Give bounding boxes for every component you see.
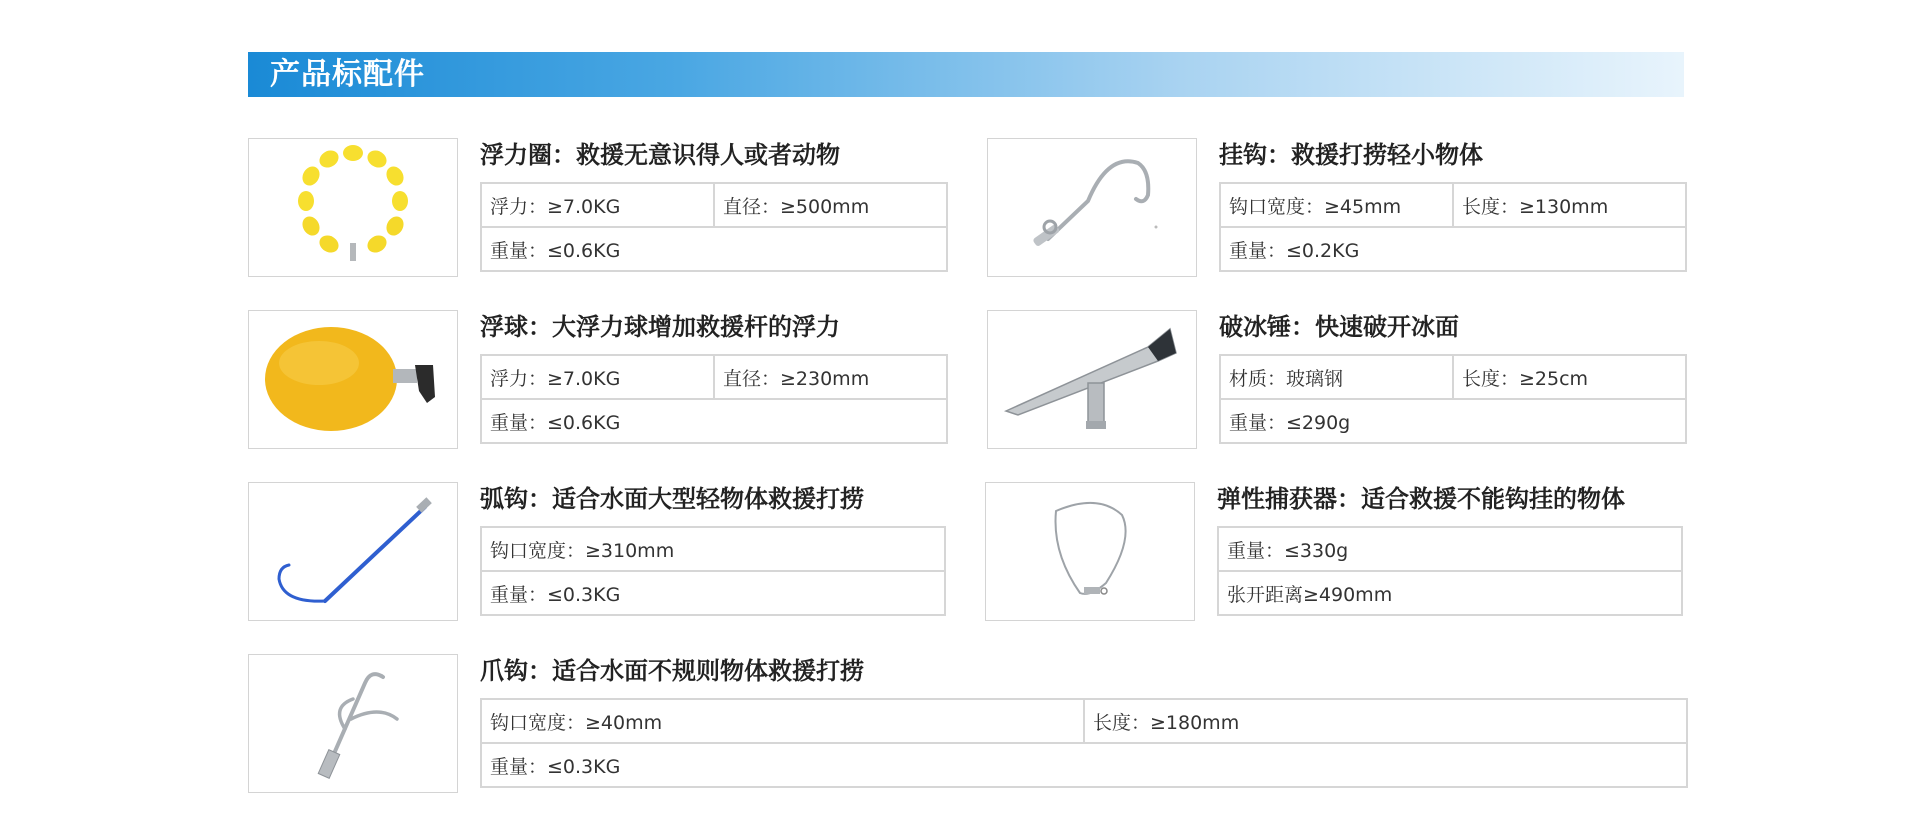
spec-cell: 浮力：≥7.0KG (481, 183, 714, 227)
section-title: 产品标配件 (270, 57, 425, 92)
spec-table (1219, 182, 1687, 272)
spec-cell: 重量：≤0.3KG (481, 743, 1687, 787)
spec-cell: 直径：≥230mm (714, 355, 947, 399)
claw-hook-image (248, 654, 458, 793)
spec-table (1217, 526, 1683, 616)
spec-table (1219, 354, 1687, 444)
section-header-banner (248, 52, 1684, 97)
spec-table (480, 526, 946, 616)
spec-cell: 重量：≤290g (1220, 399, 1686, 443)
hanging-hook-image (987, 138, 1197, 277)
spec-cell: 重量：≤330g (1218, 527, 1682, 571)
spec-cell: 长度：≥130mm (1453, 183, 1686, 227)
arc-hook-image (248, 482, 458, 621)
item-title: 弹性捕获器：适合救援不能钩挂的物体 (1217, 485, 1625, 513)
spec-cell: 重量：≤0.6KG (481, 227, 947, 271)
spec-table (480, 698, 1688, 788)
spec-cell: 浮力：≥7.0KG (481, 355, 714, 399)
spec-cell: 钩口宽度：≥310mm (481, 527, 945, 571)
item-title: 弧钩：适合水面大型轻物体救援打捞 (480, 485, 864, 513)
ice-hammer-image (987, 310, 1197, 449)
buoyancy-ring-image (248, 138, 458, 277)
spec-cell: 重量：≤0.3KG (481, 571, 945, 615)
spec-cell: 钩口宽度：≥45mm (1220, 183, 1453, 227)
float-ball-image (248, 310, 458, 449)
item-title: 浮球：大浮力球增加救援杆的浮力 (480, 313, 840, 341)
spec-cell: 钩口宽度：≥40mm (481, 699, 1084, 743)
item-title: 浮力圈：救援无意识得人或者动物 (480, 141, 840, 169)
spec-cell: 材质：玻璃钢 (1220, 355, 1453, 399)
spec-cell: 重量：≤0.6KG (481, 399, 947, 443)
spec-cell: 重量：≤0.2KG (1220, 227, 1686, 271)
spec-table (480, 354, 948, 444)
item-title: 爪钩：适合水面不规则物体救援打捞 (480, 657, 864, 685)
spec-cell: 长度：≥180mm (1084, 699, 1687, 743)
spec-cell: 张开距离≥490mm (1218, 571, 1682, 615)
item-title: 破冰锤：快速破开冰面 (1219, 313, 1459, 341)
spec-cell: 长度：≥25cm (1453, 355, 1686, 399)
spec-cell: 直径：≥500mm (714, 183, 947, 227)
item-title: 挂钩：救援打捞轻小物体 (1219, 141, 1483, 169)
spec-table (480, 182, 948, 272)
elastic-catcher-image (985, 482, 1195, 621)
